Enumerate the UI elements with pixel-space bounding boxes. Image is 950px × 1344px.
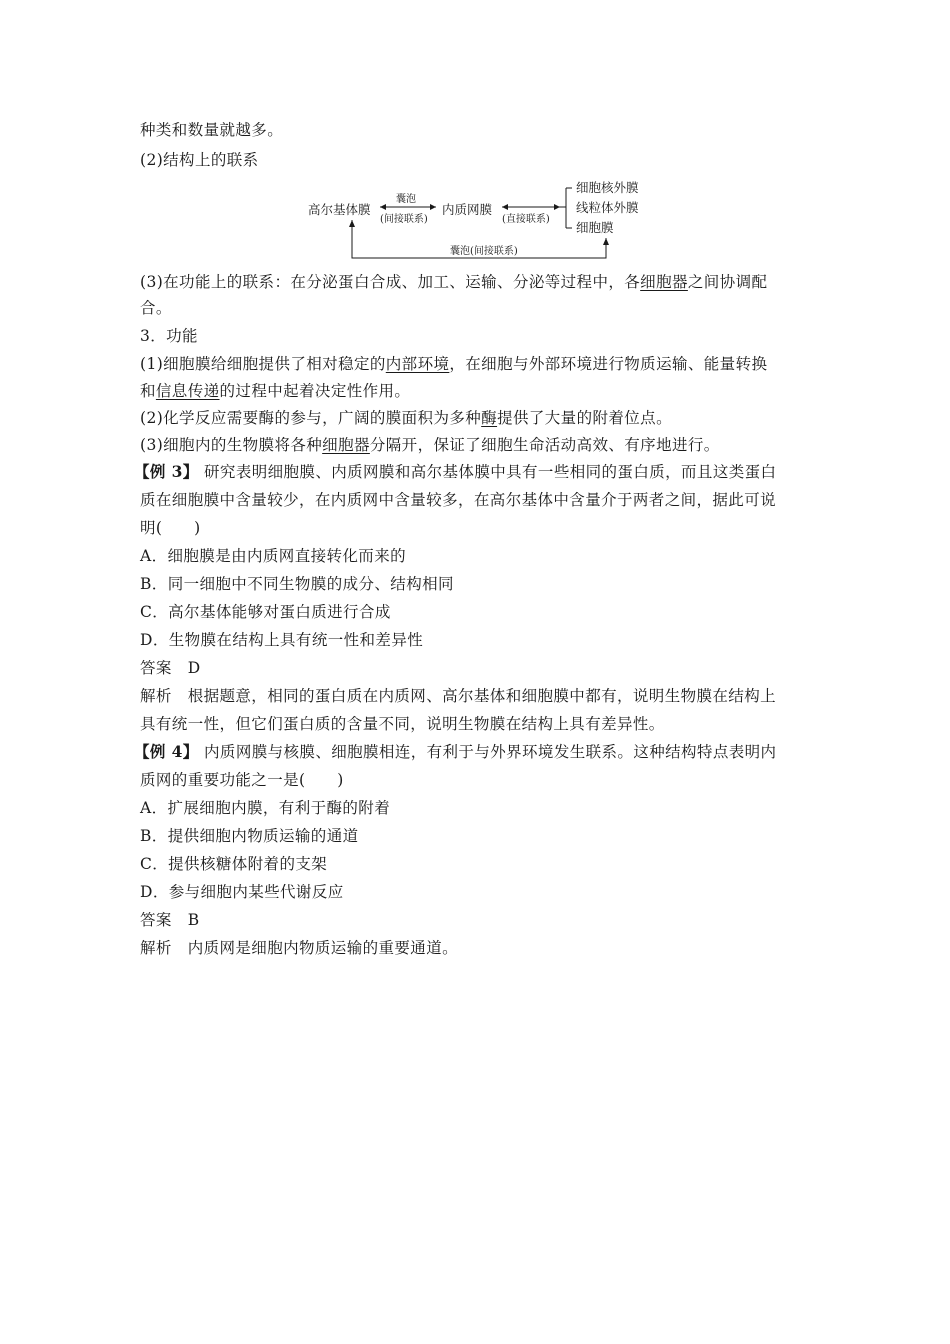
analysis: 解析 根据题意，相同的蛋白质在内质网、高尔基体和细胞膜中都有，说明生物膜在结构上 [140,687,777,705]
text-line: (3)细胞内的生物膜将各种细胞器分隔开，保证了细胞生命活动高效、有序地进行。 [140,436,720,454]
section-heading-structure: (2)结构上的联系 [140,151,259,169]
text-line: 合。 [140,299,172,317]
cell-membrane-label: 细胞膜 [576,220,614,235]
text-line: (3)在功能上的联系：在分泌蛋白合成、加工、运输、分泌等过程中，各细胞器之间协调配 [140,273,768,291]
indirect-label: (间接联系) [380,214,428,225]
option-c: C．高尔基体能够对蛋白质进行合成 [140,603,391,621]
example-3-question: 【例 3】 研究表明细胞膜、内质网膜和高尔基体膜中具有一些相同的蛋白质，而且这类蛋白 [134,462,777,481]
membrane-relation-diagram [300,176,660,266]
bottom-label: 囊泡(间接联系) [450,246,518,257]
text-line: 种类和数量就越多。 [140,121,284,139]
analysis: 解析 内质网是细胞内物质运输的重要通道。 [140,939,459,957]
option-c: C．提供核糖体附着的支架 [140,855,328,873]
option-a: A．扩展细胞内膜，有利于酶的附着 [140,799,391,817]
arrowhead-up [349,220,355,227]
text-line: 明( ) [140,519,201,537]
text-line: (1)细胞膜给细胞提供了相对稳定的内部环境，在细胞与外部环境进行物质运输、能量转换 [140,355,768,373]
answer: 答案 D [140,659,201,677]
text-line: 质网的重要功能之一是( ) [140,771,344,789]
arrowhead-left [380,204,386,210]
option-b: B．提供细胞内物质运输的通道 [140,827,359,845]
er-label: 内质网膜 [442,202,493,217]
golgi-label: 高尔基体膜 [308,202,371,217]
text-line: 质在细胞膜中含量较少，在内质网中含量较多，在高尔基体中含量介于两者之间，据此可说 [140,491,777,509]
direct-label: (直接联系) [502,214,550,225]
text-line: 具有统一性，但它们蛋白质的含量不同，说明生物膜在结构上具有差异性。 [140,715,665,733]
text-line: (2)化学反应需要酶的参与，广阔的膜面积为多种酶提供了大量的附着位点。 [140,409,672,427]
option-b: B．同一细胞中不同生物膜的成分、结构相同 [140,575,454,593]
answer: 答案 B [140,911,200,929]
option-d: D．参与细胞内某些代谢反应 [140,883,344,901]
arrowhead-up [603,238,609,245]
arrowhead-left [502,204,508,210]
text-line: 和信息传递的过程中起着决定性作用。 [140,382,411,400]
vesicle-label: 囊泡 [396,194,416,205]
nuclear-membrane-label: 细胞核外膜 [576,180,639,195]
example-4-question: 【例 4】 内质网膜与核膜、细胞膜相连，有利于与外界环境发生联系。这种结构特点表明内 [134,742,777,761]
section-heading-function: 3．功能 [140,327,198,345]
arrowhead-right [554,204,560,210]
arrowhead-right [430,204,436,210]
option-d: D．生物膜在结构上具有统一性和差异性 [140,631,424,649]
option-a: A．细胞膜是由内质网直接转化而来的 [140,547,406,565]
mito-membrane-label: 线粒体外膜 [576,200,639,215]
